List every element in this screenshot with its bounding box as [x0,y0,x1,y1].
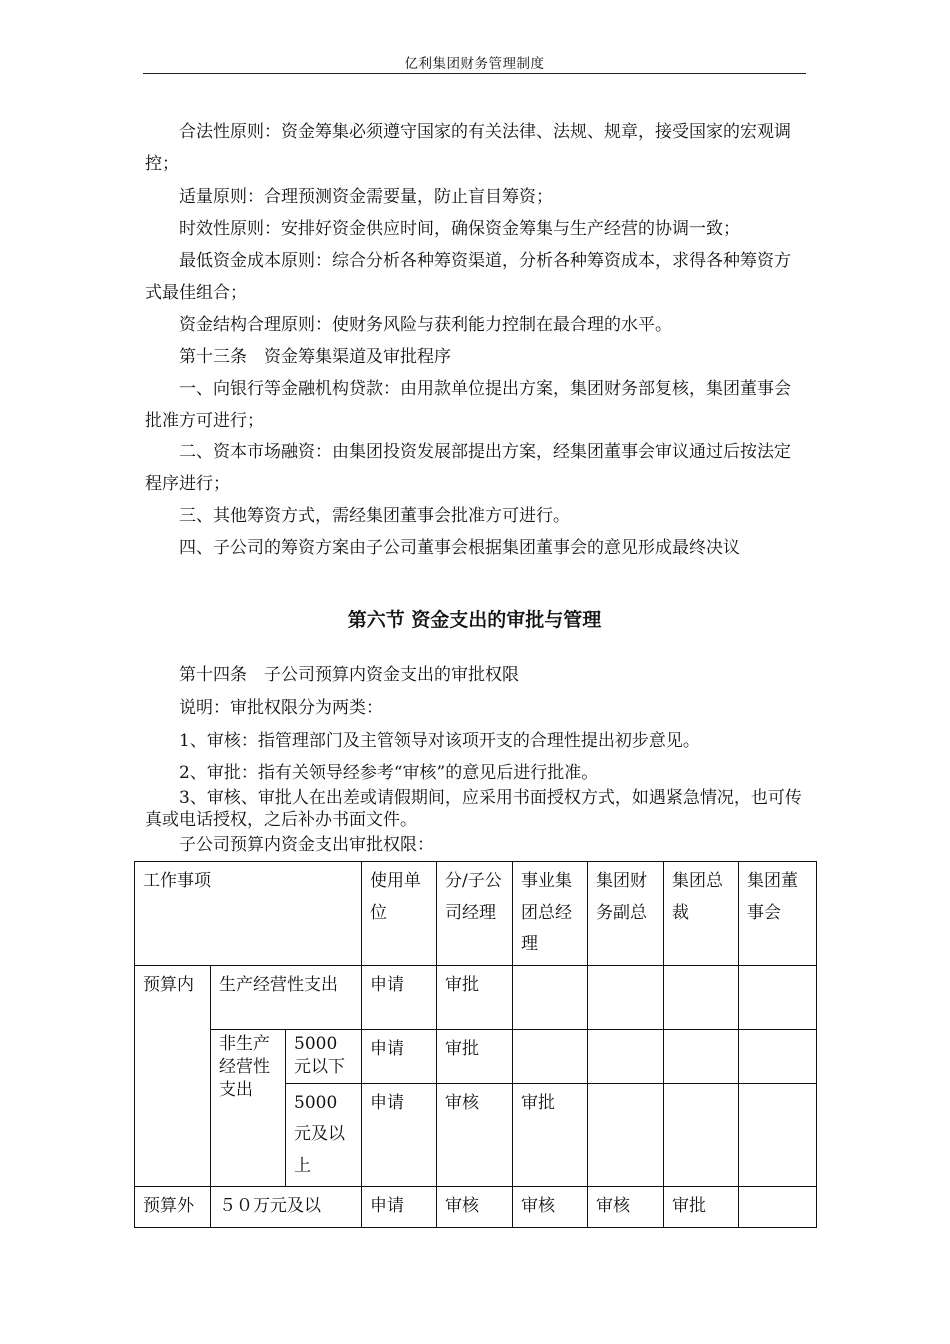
table-cell: 审批 [664,1187,739,1228]
item-under-5000: 5000元以下 [286,1029,362,1083]
table-cell [664,1083,739,1187]
table-cell: 审批 [513,1083,588,1187]
table-cell [513,965,588,1029]
paragraph-delegation: 3、审核、审批人在出差或请假期间，应采用书面授权方式，如遇紧急情况，也可传真或电话授权，之后补办书面文件。 [145,788,802,830]
table-cell [588,1029,664,1083]
paragraph-subsidiary-plan: 四、子公司的筹资方案由子公司董事会根据集团董事会的意见形成最终决议 [179,538,740,558]
document-header: 亿利集团财务管理制度 [404,56,545,72]
table-row [135,1029,817,1083]
table-caption: 子公司预算内资金支出审批权限： [179,835,434,855]
table-cell: 申请 [362,965,437,1029]
table-row [135,1187,817,1228]
article-13-title: 第十三条 资金筹集渠道及审批程序 [179,347,451,367]
table-cell: 申请 [362,1083,437,1187]
paragraph-review-definition: 1、审核：指管理部门及主管领导对该项开支的合理性提出初步意见。 [179,731,700,751]
table-cell: 审核 [437,1187,513,1228]
item-production: 生产经营性支出 [211,965,362,1029]
table-row [135,965,817,1029]
paragraph-lowest-cost: 最低资金成本原则：综合分析各种筹资渠道，分析各种筹资成本，求得各种筹资方式最佳组合； [145,251,791,303]
table-cell [739,965,817,1029]
header-finance-vp: 集团财务副总 [588,862,664,966]
section-heading: 第六节 资金支出的审批与管理 [347,609,602,631]
table-cell: 申请 [362,1187,437,1228]
table-cell: 申请 [362,1029,437,1083]
header-work-item: 工作事项 [135,862,362,966]
header-board: 集团董事会 [739,862,817,966]
paragraph-bank-loan: 一、向银行等金融机构贷款：由用款单位提出方案，集团财务部复核，集团董事会批准方可进行； [145,379,791,431]
approval-table [134,861,817,1228]
header-using-unit: 使用单位 [362,862,437,966]
paragraph-legality: 合法性原则：资金筹集必须遵守国家的有关法律、法规、规章，接受国家的宏观调控； [145,122,791,174]
budget-out-label: 预算外 [135,1187,211,1228]
table-cell: 审核 [437,1083,513,1187]
table-cell [664,1029,739,1083]
table-header-row [135,862,817,966]
paragraph-timeliness: 时效性原则：安排好资金供应时间，确保资金筹集与生产经营的协调一致； [179,219,740,239]
paragraph-approval-definition: 2、审批：指有关领导经参考“审核”的意见后进行批准。 [179,763,599,783]
table-cell: 审批 [437,965,513,1029]
table-cell [739,1187,817,1228]
header-business-group-gm: 事业集团总经理 [513,862,588,966]
table-cell [588,965,664,1029]
article-14-title: 第十四条 子公司预算内资金支出的审批权限 [179,665,519,685]
non-production-label: 非生产经营性支出 [211,1029,286,1187]
paragraph-other-financing: 三、其他筹资方式，需经集团董事会批准方可进行。 [179,506,570,526]
header-president: 集团总裁 [664,862,739,966]
table-cell [513,1029,588,1083]
paragraph-explanation: 说明：审批权限分为两类： [179,698,383,718]
paragraph-capital-market: 二、资本市场融资：由集团投资发展部提出方案，经集团董事会审议通过后按法定程序进行； [145,442,791,494]
budget-in-label: 预算内 [135,965,211,1187]
header-subsidiary-manager: 分/子公司经理 [437,862,513,966]
table-cell [664,965,739,1029]
table-cell: 审核 [513,1187,588,1228]
paragraph-capital-structure: 资金结构合理原则：使财务风险与获利能力控制在最合理的水平。 [179,315,672,335]
paragraph-moderation: 适量原则：合理预测资金需要量，防止盲目筹资； [179,187,553,207]
item-5000-and-above: 5000元及以上 [286,1083,362,1187]
table-cell [739,1029,817,1083]
table-cell: 审核 [588,1187,664,1228]
table-cell [739,1083,817,1187]
header-divider [143,73,806,74]
table-cell [588,1083,664,1187]
item-500k-and-above: ５０万元及以 [211,1187,362,1228]
table-cell: 审批 [437,1029,513,1083]
